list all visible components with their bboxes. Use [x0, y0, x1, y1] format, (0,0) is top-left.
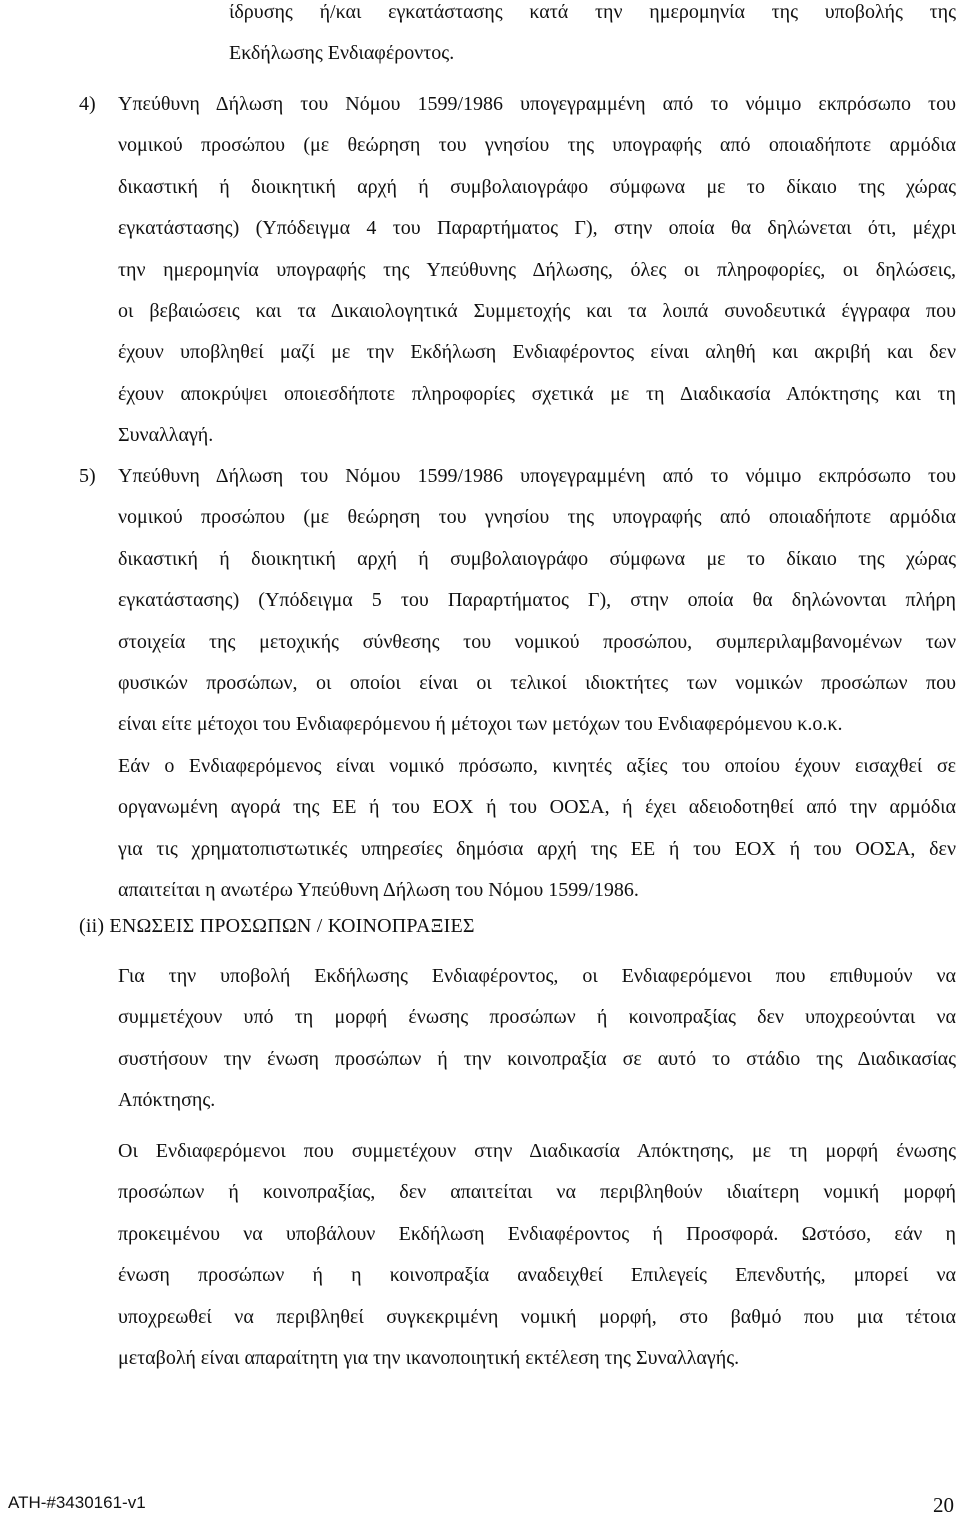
text-line: προσώπων ή κοινοπραξίας, δεν απαιτείται να περιβληθούν ιδιαίτερη νομική μορφή — [118, 1181, 956, 1204]
item-5-number: 5) — [79, 465, 96, 487]
item-4-paragraph — [118, 84, 956, 457]
text-line: νομικού προσώπου (με θεώρηση του γνησίου της υπογραφής από οποιαδήποτε αρμόδια — [118, 134, 956, 157]
text-line: φυσικών προσώπων, οι οποίοι είναι οι τελικοί ιδιοκτήτες των νομικών προσώπων που — [118, 671, 956, 694]
item-5-paragraph — [118, 456, 956, 911]
document-id: ATH-#3430161-v1 — [8, 1493, 146, 1512]
text-line: συστήσουν την ένωση προσώπων ή την κοινοπραξία σε αυτό το στάδιο της Διαδικασίας — [118, 1047, 956, 1070]
text-line: οργανωμένη αγορά της ΕΕ ή του ΕΟΧ ή του ΟΟΣΑ, ή έχει αδειοδοτηθεί από την αρμόδια — [118, 796, 956, 819]
text-line: οι βεβαιώσεις και τα Δικαιολογητικά Συμμετοχής και τα λοιπά συνοδευτικά έγγραφα που — [118, 299, 956, 322]
section-ii-heading: (ii) ΕΝΩΣΕΙΣ ΠΡΟΣΩΠΩΝ / ΚΟΙΝΟΠΡΑΞΙΕΣ — [79, 915, 475, 937]
text-line: Απόκτησης. — [118, 1089, 216, 1112]
text-line: έχουν υποβληθεί μαζί με την Εκδήλωση Ενδιαφέροντος είναι αληθή και ακριβή και δεν — [118, 341, 956, 364]
text-line: Οι Ενδιαφερόμενοι που συμμετέχουν στην Διαδικασία Απόκτησης, με τη μορφή ένωσης — [118, 1140, 956, 1162]
text-line: δικαστική ή διοικητική αρχή ή συμβολαιογράφο σύμφωνα με το δίκαιο της χώρας — [118, 547, 956, 570]
text-line: έχουν αποκρύψει οποιεσδήποτε πληροφορίες σχετικά με τη Διαδικασία Απόκτησης και τη — [118, 382, 956, 405]
text-line: εγκατάστασης) (Υπόδειγμα 4 του Παραρτήματος Γ), στην οποία θα δηλώνεται ότι, μέχρι — [118, 217, 956, 240]
item-4-number: 4) — [79, 93, 96, 115]
continuation-paragraph — [229, 0, 956, 75]
text-line: Συναλλαγή. — [118, 424, 214, 447]
section-ii-paragraph-1 — [118, 956, 956, 1122]
text-line: Για την υποβολή Εκδήλωσης Ενδιαφέροντος, οι Ενδιαφερόμενοι που επιθυμούν να — [118, 965, 956, 987]
section-ii-paragraph-2 — [118, 1131, 956, 1379]
text-line: υποχρεωθεί να περιβληθεί συγκεκριμένη νομική μορφή, στο βαθμό που μια τέτοια — [118, 1305, 956, 1328]
text-line: στοιχεία της μετοχικής σύνθεσης του νομικού προσώπου, συμπεριλαμβανομένων των — [118, 630, 956, 653]
text-line: ένωση προσώπων ή η κοινοπραξία αναδειχθεί Επιλεγείς Επενδυτής, μπορεί να — [118, 1264, 956, 1287]
text-line: την ημερομηνία υπογραφής της Υπεύθυνης Δήλωσης, όλες οι πληροφορίες, οι δηλώσεις, — [118, 258, 956, 281]
text-line: Εάν ο Ενδιαφερόμενος είναι νομικό πρόσωπο, κινητές αξίες του οποίου έχουν εισαχθεί σε — [118, 754, 956, 777]
text-line: εγκατάστασης) (Υπόδειγμα 5 του Παραρτήματος Γ), στην οποία θα δηλώνονται πλήρη — [118, 589, 956, 612]
text-line: απαιτείται η ανωτέρω Υπεύθυνη Δήλωση του Νόμου 1599/1986. — [118, 878, 639, 901]
text-line: Υπεύθυνη Δήλωση του Νόμου 1599/1986 υπογεγραμμένη από το νόμιμο εκπρόσωπο του — [118, 93, 956, 115]
text-line: ίδρυσης ή/και εγκατάστασης κατά την ημερομηνία της υποβολής της — [229, 1, 956, 23]
text-line: νομικού προσώπου (με θεώρηση του γνησίου της υπογραφής από οποιαδήποτε αρμόδια — [118, 506, 956, 529]
page-number: 20 — [933, 1493, 954, 1517]
text-line: Υπεύθυνη Δήλωση του Νόμου 1599/1986 υπογεγραμμένη από το νόμιμο εκπρόσωπο του — [118, 465, 956, 487]
text-line: Εκδήλωσης Ενδιαφέροντος. — [229, 42, 455, 65]
text-line: είναι είτε μέτοχοι του Ενδιαφερόμενου ή μέτοχοι των μετόχων του Ενδιαφερόμενου κ.ο.κ. — [118, 713, 843, 736]
text-line: για τις χρηματοπιστωτικές υπηρεσίες δημόσια αρχή της ΕΕ ή του ΕΟΧ ή του ΟΟΣΑ, δεν — [118, 837, 956, 860]
text-line: προκειμένου να υποβάλουν Εκδήλωση Ενδιαφέροντος ή Προσφορά. Ωστόσο, εάν η — [118, 1222, 956, 1245]
text-line: μεταβολή είναι απαραίτητη για την ικανοποιητική εκτέλεση της Συναλλαγής. — [118, 1346, 740, 1369]
text-line: δικαστική ή διοικητική αρχή ή συμβολαιογράφο σύμφωνα με το δίκαιο της χώρας — [118, 175, 956, 198]
text-line: συμμετέχουν υπό τη μορφή ένωσης προσώπων ή κοινοπραξίας δεν υποχρεούνται να — [118, 1006, 956, 1029]
